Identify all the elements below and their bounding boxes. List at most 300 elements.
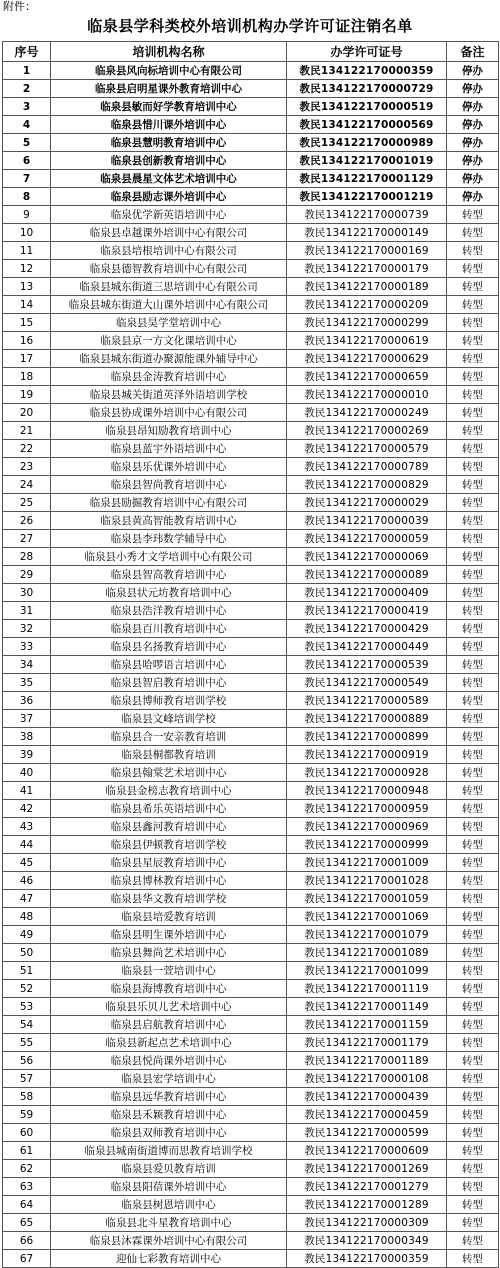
cell-name: 临泉县京一方文化课培训中心 xyxy=(51,332,287,350)
cell-name: 临泉县文峰培训学校 xyxy=(51,710,287,728)
table-row xyxy=(3,206,499,224)
cell-index: 9 xyxy=(3,206,51,224)
table-row xyxy=(3,638,499,656)
table-row xyxy=(3,620,499,638)
cell-remark: 转型 xyxy=(447,638,499,656)
cell-license: 教民134122170000739 xyxy=(287,206,447,224)
table-row xyxy=(3,962,499,980)
cell-name: 临泉县卓越课外培训中心有限公司 xyxy=(51,224,287,242)
cell-remark: 转型 xyxy=(447,1196,499,1214)
cell-name: 临泉县昊学堂培训中心 xyxy=(51,314,287,332)
cell-license: 教民134122170001089 xyxy=(287,944,447,962)
cell-remark: 转型 xyxy=(447,296,499,314)
table-row xyxy=(3,170,499,188)
cell-license: 教民134122170001119 xyxy=(287,980,447,998)
cell-index: 16 xyxy=(3,332,51,350)
attachment-label: 附件： xyxy=(3,0,36,13)
table-row xyxy=(3,404,499,422)
cell-remark: 转型 xyxy=(447,548,499,566)
header-remark: 备注 xyxy=(447,42,499,62)
cell-index: 14 xyxy=(3,296,51,314)
cell-remark: 转型 xyxy=(447,782,499,800)
cell-remark: 转型 xyxy=(447,242,499,260)
table-row xyxy=(3,1142,499,1160)
cell-license: 教民134122170001289 xyxy=(287,1196,447,1214)
table-row xyxy=(3,152,499,170)
cell-remark: 转型 xyxy=(447,1232,499,1250)
cell-license: 教民134122170001028 xyxy=(287,872,447,890)
table-row xyxy=(3,818,499,836)
cell-index: 4 xyxy=(3,116,51,134)
cell-license: 教民134122170000539 xyxy=(287,656,447,674)
table-row xyxy=(3,908,499,926)
cell-name: 迎仙七彩教育培训中心 xyxy=(51,1250,287,1268)
cell-index: 25 xyxy=(3,494,51,512)
table-row xyxy=(3,602,499,620)
cell-license: 教民134122170000579 xyxy=(287,440,447,458)
cell-index: 59 xyxy=(3,1106,51,1124)
cell-name: 临泉县蓝宇外语培训中心 xyxy=(51,440,287,458)
cell-name: 临泉县敏而好学教育培训中心 xyxy=(51,98,287,116)
cell-license: 教民134122170000659 xyxy=(287,368,447,386)
cell-remark: 停办 xyxy=(447,170,499,188)
cell-name: 临泉县启明星课外教育培训中心 xyxy=(51,80,287,98)
cell-name: 临泉县一萱培训中心 xyxy=(51,962,287,980)
cell-license: 教民134122170000899 xyxy=(287,728,447,746)
cell-index: 7 xyxy=(3,170,51,188)
cell-remark: 停办 xyxy=(447,188,499,206)
cell-index: 28 xyxy=(3,548,51,566)
cell-index: 37 xyxy=(3,710,51,728)
cell-index: 50 xyxy=(3,944,51,962)
cell-name: 临泉县慧明教育培训中心 xyxy=(51,134,287,152)
cell-index: 36 xyxy=(3,692,51,710)
cell-name: 临泉县翰棠艺术培训中心 xyxy=(51,764,287,782)
cell-license: 教民134122170000359 xyxy=(287,62,447,80)
table-row xyxy=(3,1106,499,1124)
cell-remark: 转型 xyxy=(447,998,499,1016)
cell-license: 教民134122170000948 xyxy=(287,782,447,800)
cell-license: 教民134122170000069 xyxy=(287,548,447,566)
cell-license: 教民134122170000059 xyxy=(287,530,447,548)
cell-remark: 转型 xyxy=(447,710,499,728)
cell-license: 教民134122170000439 xyxy=(287,1088,447,1106)
cell-license: 教民134122170000299 xyxy=(287,314,447,332)
table-row xyxy=(3,260,499,278)
cell-name: 临泉县悦尚课外培训中心 xyxy=(51,1052,287,1070)
cell-name: 临泉县北斗星教育培训中心 xyxy=(51,1214,287,1232)
table-row xyxy=(3,386,499,404)
cell-name: 临泉县智尚教育培训中心 xyxy=(51,476,287,494)
cell-index: 57 xyxy=(3,1070,51,1088)
cell-license: 教民134122170001159 xyxy=(287,1016,447,1034)
cell-remark: 转型 xyxy=(447,494,499,512)
cell-remark: 转型 xyxy=(447,1160,499,1178)
cell-index: 62 xyxy=(3,1160,51,1178)
cell-license: 教民134122170000609 xyxy=(287,1142,447,1160)
cell-remark: 停办 xyxy=(447,152,499,170)
table-row xyxy=(3,134,499,152)
cell-index: 42 xyxy=(3,800,51,818)
cell-remark: 转型 xyxy=(447,584,499,602)
table-row xyxy=(3,188,499,206)
cell-remark: 转型 xyxy=(447,926,499,944)
cell-remark: 转型 xyxy=(447,818,499,836)
table-row xyxy=(3,1034,499,1052)
cell-index: 34 xyxy=(3,656,51,674)
cell-name: 临泉县星辰教育培训中心 xyxy=(51,854,287,872)
cell-remark: 转型 xyxy=(447,728,499,746)
cell-index: 41 xyxy=(3,782,51,800)
table-row xyxy=(3,1070,499,1088)
table-row xyxy=(3,674,499,692)
cell-license: 教民134122170001179 xyxy=(287,1034,447,1052)
cell-name: 临泉县新起点艺术培训中心 xyxy=(51,1034,287,1052)
cell-name: 临泉县智启教育培训中心 xyxy=(51,674,287,692)
cell-index: 6 xyxy=(3,152,51,170)
cell-name: 临泉县百川教育培训中心 xyxy=(51,620,287,638)
table-header-row xyxy=(3,42,499,62)
cell-name: 临泉县金涛教育培训中心 xyxy=(51,368,287,386)
cell-license: 教民134122170000209 xyxy=(287,296,447,314)
cell-remark: 停办 xyxy=(447,134,499,152)
cell-license: 教民134122170001069 xyxy=(287,908,447,926)
table-row xyxy=(3,944,499,962)
cell-remark: 转型 xyxy=(447,656,499,674)
table-row xyxy=(3,1250,499,1268)
cell-license: 教民134122170001009 xyxy=(287,854,447,872)
table-row xyxy=(3,62,499,80)
cell-index: 1 xyxy=(3,62,51,80)
cell-index: 17 xyxy=(3,350,51,368)
cell-license: 教民134122170000429 xyxy=(287,620,447,638)
cell-license: 教民134122170000989 xyxy=(287,134,447,152)
cell-index: 31 xyxy=(3,602,51,620)
table-row xyxy=(3,854,499,872)
cell-index: 54 xyxy=(3,1016,51,1034)
cell-name: 临泉县博林教育培训中心 xyxy=(51,872,287,890)
cell-remark: 转型 xyxy=(447,764,499,782)
table-row xyxy=(3,530,499,548)
cell-name: 临泉县协成课外培训中心有限公司 xyxy=(51,404,287,422)
cell-license: 教民134122170000010 xyxy=(287,386,447,404)
cell-index: 10 xyxy=(3,224,51,242)
cell-remark: 转型 xyxy=(447,854,499,872)
cell-remark: 转型 xyxy=(447,314,499,332)
cell-remark: 转型 xyxy=(447,440,499,458)
cell-name: 临泉县昂知励教育培训中心 xyxy=(51,422,287,440)
header-license: 办学许可证号 xyxy=(287,42,447,62)
cell-remark: 转型 xyxy=(447,386,499,404)
cell-name: 临泉县城东街道办聚源能课外辅导中心 xyxy=(51,350,287,368)
cell-license: 教民134122170000729 xyxy=(287,80,447,98)
cell-license: 教民134122170001129 xyxy=(287,170,447,188)
cell-index: 67 xyxy=(3,1250,51,1268)
table-row xyxy=(3,278,499,296)
cell-remark: 转型 xyxy=(447,602,499,620)
table-row xyxy=(3,692,499,710)
cell-name: 临泉县沐霖课外培训中心有限公司 xyxy=(51,1232,287,1250)
cell-license: 教民134122170000459 xyxy=(287,1106,447,1124)
table-row xyxy=(3,1232,499,1250)
cell-name: 临泉县合一安亲教育培训 xyxy=(51,728,287,746)
cell-remark: 转型 xyxy=(447,566,499,584)
cell-index: 8 xyxy=(3,188,51,206)
cell-index: 47 xyxy=(3,890,51,908)
cell-index: 45 xyxy=(3,854,51,872)
cell-license: 教民134122170000249 xyxy=(287,404,447,422)
table-row xyxy=(3,1178,499,1196)
cell-license: 教民134122170000549 xyxy=(287,674,447,692)
cell-remark: 转型 xyxy=(447,260,499,278)
cell-remark: 转型 xyxy=(447,944,499,962)
cell-index: 60 xyxy=(3,1124,51,1142)
cell-name: 临泉县远华教育培训中心 xyxy=(51,1088,287,1106)
cell-license: 教民134122170000969 xyxy=(287,818,447,836)
cell-index: 15 xyxy=(3,314,51,332)
cell-name: 临泉县风向标培训中心有限公司 xyxy=(51,62,287,80)
cell-index: 48 xyxy=(3,908,51,926)
cell-index: 61 xyxy=(3,1142,51,1160)
cell-index: 30 xyxy=(3,584,51,602)
cell-license: 教民134122170000829 xyxy=(287,476,447,494)
cell-index: 29 xyxy=(3,566,51,584)
cell-index: 18 xyxy=(3,368,51,386)
cell-remark: 转型 xyxy=(447,422,499,440)
cell-index: 55 xyxy=(3,1034,51,1052)
cell-remark: 转型 xyxy=(447,836,499,854)
cell-remark: 转型 xyxy=(447,206,499,224)
cell-remark: 转型 xyxy=(447,1106,499,1124)
table-row xyxy=(3,548,499,566)
table-row xyxy=(3,584,499,602)
table-row xyxy=(3,872,499,890)
cell-remark: 转型 xyxy=(447,1088,499,1106)
cell-name: 临泉县启航教育培训中心 xyxy=(51,1016,287,1034)
cell-license: 教民134122170000589 xyxy=(287,692,447,710)
cell-license: 教民134122170001269 xyxy=(287,1160,447,1178)
cell-license: 教民134122170000169 xyxy=(287,242,447,260)
cell-license: 教民134122170000409 xyxy=(287,584,447,602)
cell-remark: 转型 xyxy=(447,1070,499,1088)
cell-remark: 转型 xyxy=(447,620,499,638)
table-row xyxy=(3,440,499,458)
cell-name: 临泉县明生课外培训中心 xyxy=(51,926,287,944)
cell-remark: 转型 xyxy=(447,404,499,422)
table-row xyxy=(3,800,499,818)
cell-index: 21 xyxy=(3,422,51,440)
cell-license: 教民134122170001079 xyxy=(287,926,447,944)
cell-remark: 停办 xyxy=(447,62,499,80)
cell-index: 53 xyxy=(3,998,51,1016)
cell-name: 临泉县德智教育培训中心有限公司 xyxy=(51,260,287,278)
cell-remark: 转型 xyxy=(447,1250,499,1268)
cell-remark: 转型 xyxy=(447,350,499,368)
cell-index: 40 xyxy=(3,764,51,782)
cell-remark: 转型 xyxy=(447,224,499,242)
cell-index: 65 xyxy=(3,1214,51,1232)
cell-license: 教民134122170000449 xyxy=(287,638,447,656)
cell-remark: 转型 xyxy=(447,530,499,548)
cell-license: 教民134122170000108 xyxy=(287,1070,447,1088)
cell-name: 临泉县乐优课外培训中心 xyxy=(51,458,287,476)
cell-name: 临泉县舞尚艺术培训中心 xyxy=(51,944,287,962)
table-row xyxy=(3,242,499,260)
cell-remark: 转型 xyxy=(447,980,499,998)
table-row xyxy=(3,296,499,314)
cell-remark: 转型 xyxy=(447,1124,499,1142)
cell-remark: 转型 xyxy=(447,278,499,296)
table-row xyxy=(3,1214,499,1232)
cell-name: 临泉县状元坊教育培训中心 xyxy=(51,584,287,602)
table-row xyxy=(3,494,499,512)
cell-remark: 转型 xyxy=(447,800,499,818)
cell-index: 51 xyxy=(3,962,51,980)
cell-license: 教民134122170000039 xyxy=(287,512,447,530)
cell-index: 22 xyxy=(3,440,51,458)
table-row xyxy=(3,314,499,332)
table-row xyxy=(3,224,499,242)
cell-name: 临泉县阳蓓课外培训中心 xyxy=(51,1178,287,1196)
cell-license: 教民134122170001189 xyxy=(287,1052,447,1070)
table-row xyxy=(3,980,499,998)
cell-remark: 转型 xyxy=(447,962,499,980)
table-row xyxy=(3,836,499,854)
cell-remark: 转型 xyxy=(447,1214,499,1232)
cell-index: 46 xyxy=(3,872,51,890)
cell-license: 教民134122170001099 xyxy=(287,962,447,980)
cell-remark: 停办 xyxy=(447,80,499,98)
cell-index: 32 xyxy=(3,620,51,638)
cell-remark: 停办 xyxy=(447,116,499,134)
cell-license: 教民134122170000959 xyxy=(287,800,447,818)
cell-license: 教民134122170000359 xyxy=(287,1250,447,1268)
cell-name: 临泉县名扬教育培训中心 xyxy=(51,638,287,656)
table-row xyxy=(3,368,499,386)
cell-index: 49 xyxy=(3,926,51,944)
table-row xyxy=(3,422,499,440)
cell-license: 教民134122170000919 xyxy=(287,746,447,764)
page-title: 临泉县学科类校外培训机构办学许可证注销名单 xyxy=(87,17,413,35)
cell-license: 教民134122170000179 xyxy=(287,260,447,278)
cell-name: 临泉县晨星文体艺术培训中心 xyxy=(51,170,287,188)
cell-license: 教民134122170000029 xyxy=(287,494,447,512)
table-row xyxy=(3,1196,499,1214)
cell-license: 教民134122170000089 xyxy=(287,566,447,584)
cell-remark: 转型 xyxy=(447,674,499,692)
cell-name: 临泉县双师教育培训中心 xyxy=(51,1124,287,1142)
table-row xyxy=(3,476,499,494)
cell-index: 2 xyxy=(3,80,51,98)
cell-name: 临泉县浩洋教育培训中心 xyxy=(51,602,287,620)
cell-remark: 转型 xyxy=(447,512,499,530)
cell-index: 5 xyxy=(3,134,51,152)
table-row xyxy=(3,890,499,908)
cell-index: 24 xyxy=(3,476,51,494)
cell-index: 23 xyxy=(3,458,51,476)
table-row xyxy=(3,458,499,476)
cell-name: 临泉县黄高智能教育培训中心 xyxy=(51,512,287,530)
header-name: 培训机构名称 xyxy=(51,42,287,62)
cell-license: 教民134122170000789 xyxy=(287,458,447,476)
cell-license: 教民134122170000349 xyxy=(287,1232,447,1250)
cell-name: 临泉县禾颖教育培训中心 xyxy=(51,1106,287,1124)
cell-name: 临泉县励掘教育培训中心有限公司 xyxy=(51,494,287,512)
cell-index: 33 xyxy=(3,638,51,656)
cell-remark: 转型 xyxy=(447,908,499,926)
table-body xyxy=(3,62,499,1268)
cell-name: 临泉县宏学培训中心 xyxy=(51,1070,287,1088)
cell-license: 教民134122170000619 xyxy=(287,332,447,350)
cell-license: 教民134122170000629 xyxy=(287,350,447,368)
cell-name: 临泉县培根培训中心有限公司 xyxy=(51,242,287,260)
cell-remark: 转型 xyxy=(447,872,499,890)
cell-license: 教民134122170000189 xyxy=(287,278,447,296)
cell-license: 教民134122170000149 xyxy=(287,224,447,242)
table-row xyxy=(3,80,499,98)
cell-license: 教民134122170000999 xyxy=(287,836,447,854)
cell-index: 64 xyxy=(3,1196,51,1214)
cell-name: 临泉县李玮数学辅导中心 xyxy=(51,530,287,548)
cell-name: 临泉县爱贝教育培训 xyxy=(51,1160,287,1178)
cell-remark: 转型 xyxy=(447,368,499,386)
cell-name: 临泉县小秀才文学培训中心有限公司 xyxy=(51,548,287,566)
header-index: 序号 xyxy=(3,42,51,62)
cell-remark: 转型 xyxy=(447,476,499,494)
cell-remark: 转型 xyxy=(447,692,499,710)
cell-index: 27 xyxy=(3,530,51,548)
cell-index: 3 xyxy=(3,98,51,116)
table-row xyxy=(3,746,499,764)
cell-remark: 转型 xyxy=(447,1052,499,1070)
cell-name: 临泉优学新英语培训中心 xyxy=(51,206,287,224)
cell-index: 11 xyxy=(3,242,51,260)
cell-name: 临泉县创新教育培训中心 xyxy=(51,152,287,170)
cell-license: 教民134122170000569 xyxy=(287,116,447,134)
cell-license: 教民134122170000419 xyxy=(287,602,447,620)
cell-index: 43 xyxy=(3,818,51,836)
cell-index: 38 xyxy=(3,728,51,746)
table-row xyxy=(3,782,499,800)
cell-remark: 停办 xyxy=(447,98,499,116)
cell-license: 教民134122170001019 xyxy=(287,152,447,170)
cell-index: 66 xyxy=(3,1232,51,1250)
cell-license: 教民134122170000269 xyxy=(287,422,447,440)
cell-index: 63 xyxy=(3,1178,51,1196)
table-row xyxy=(3,764,499,782)
cell-index: 20 xyxy=(3,404,51,422)
cell-license: 教民134122170000309 xyxy=(287,1214,447,1232)
table-row xyxy=(3,116,499,134)
cell-index: 44 xyxy=(3,836,51,854)
cell-remark: 转型 xyxy=(447,1016,499,1034)
cell-name: 临泉县培爱教育培训 xyxy=(51,908,287,926)
cell-name: 临泉县金榜志教育培训中心 xyxy=(51,782,287,800)
cell-name: 临泉县哈啰语言培训中心 xyxy=(51,656,287,674)
table-row xyxy=(3,332,499,350)
table-row xyxy=(3,1016,499,1034)
revocation-table xyxy=(2,41,499,1268)
table-row xyxy=(3,98,499,116)
cell-index: 56 xyxy=(3,1052,51,1070)
cell-name: 临泉县励志课外培训中心 xyxy=(51,188,287,206)
cell-name: 临泉县智高教育培训中心 xyxy=(51,566,287,584)
table-row xyxy=(3,566,499,584)
cell-license: 教民134122170000889 xyxy=(287,710,447,728)
cell-name: 临泉县乐贝儿艺术培训中心 xyxy=(51,998,287,1016)
cell-index: 13 xyxy=(3,278,51,296)
cell-license: 教民134122170001219 xyxy=(287,188,447,206)
